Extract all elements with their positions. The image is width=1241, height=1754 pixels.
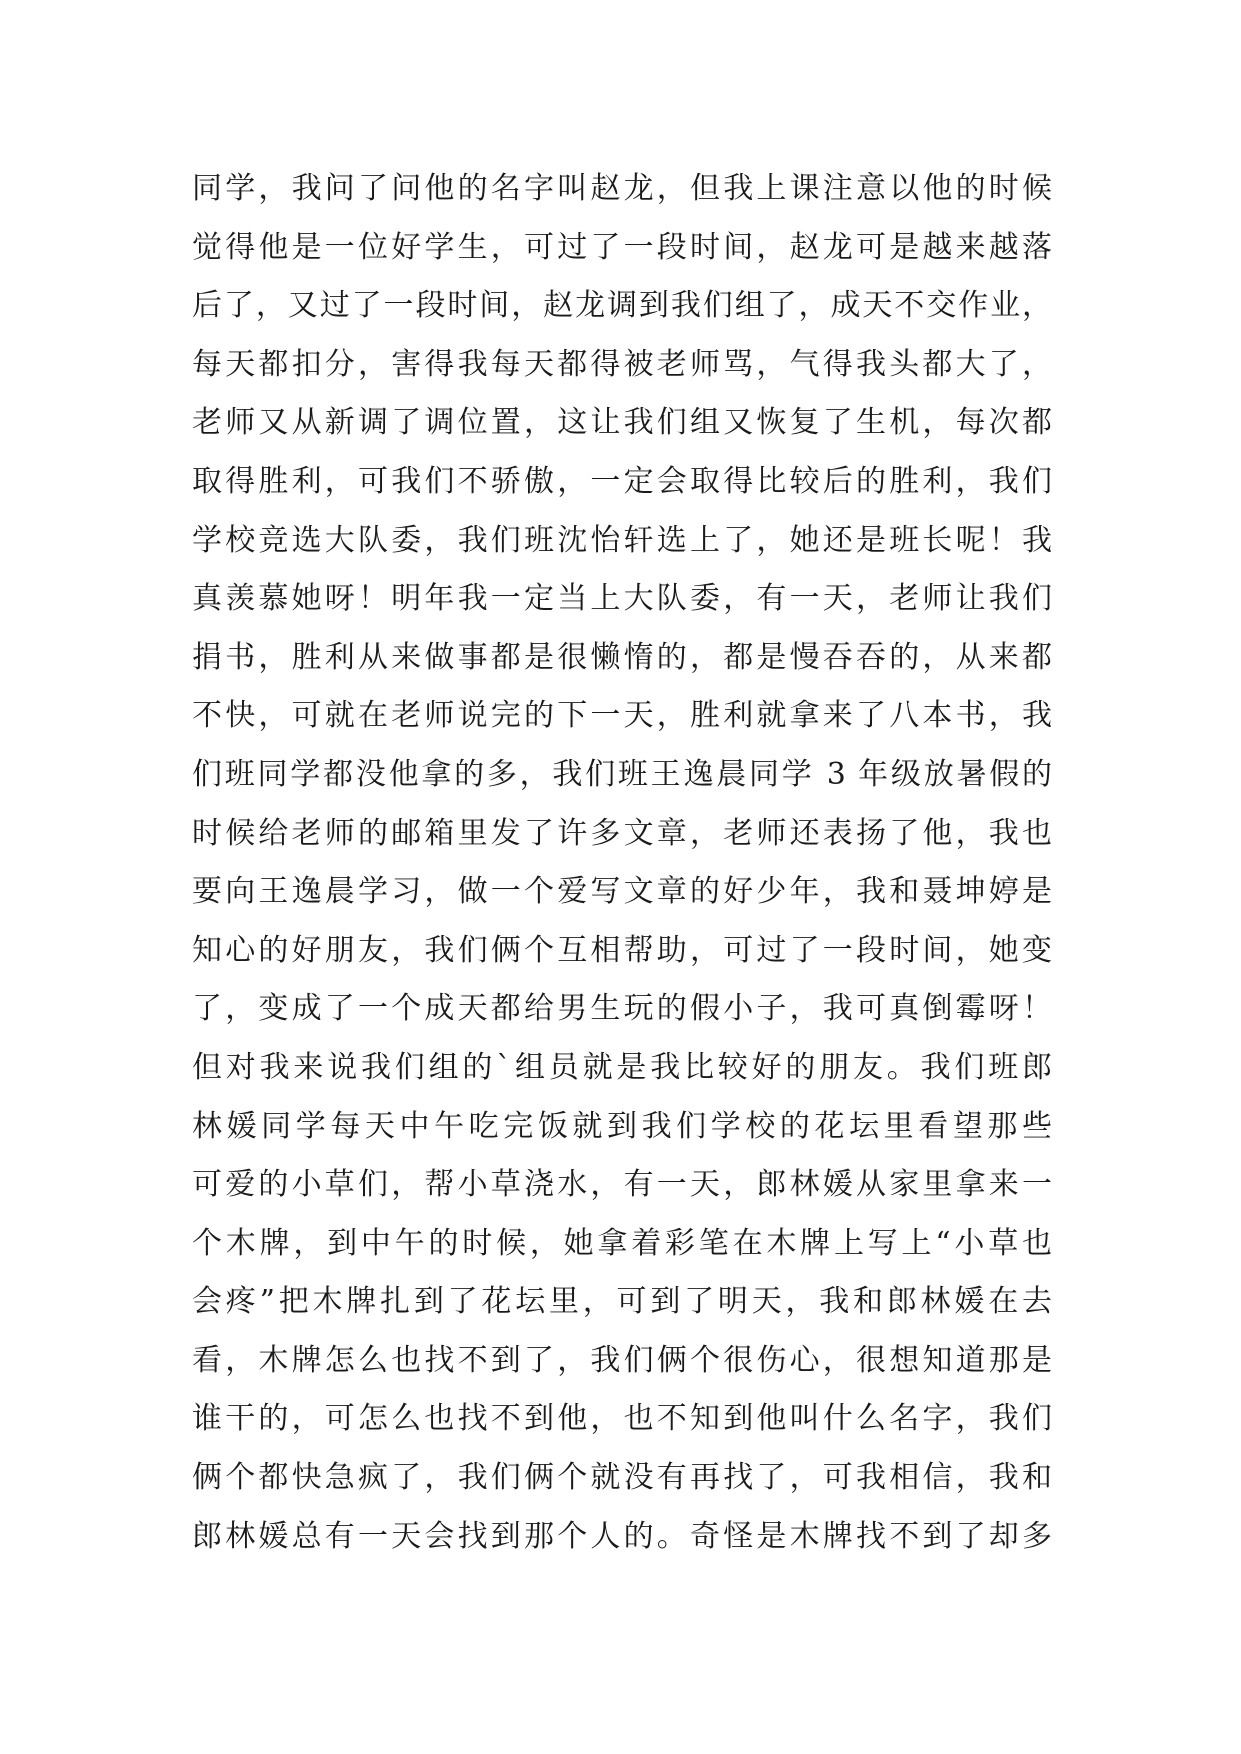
text-line: 捐书，胜利从来做事都是很懒惰的，都是慢吞吞的，从来都 <box>192 639 1052 675</box>
text-line: 个木牌，到中午的时候，她拿着彩笔在木牌上写上“小草也 <box>192 1225 1052 1261</box>
text-line: 知心的好朋友，我们俩个互相帮助，可过了一段时间，她变 <box>192 932 1052 968</box>
text-line: 不快，可就在老师说完的下一天，胜利就拿来了八本书，我 <box>192 698 1052 734</box>
body-text <box>192 160 1052 1566</box>
text-line: 看，木牌怎么也找不到了，我们俩个很伤心，很想知道那是 <box>192 1342 1052 1378</box>
text-line: 真羡慕她呀！明年我一定当上大队委，有一天，老师让我们 <box>192 581 1052 617</box>
text-line: 可爱的小草们，帮小草浇水，有一天，郎林媛从家里拿来一 <box>192 1167 1052 1203</box>
text-line: 们班同学都没他拿的多，我们班王逸晨同学 3 年级放暑假的 <box>192 756 1052 792</box>
text-line: 郎林媛总有一天会找到那个人的。奇怪是木牌找不到了却多 <box>192 1518 1052 1554</box>
text-line: 老师又从新调了调位置，这让我们组又恢复了生机，每次都 <box>192 405 1052 441</box>
text-line: 后了，又过了一段时间，赵龙调到我们组了，成天不交作业， <box>192 288 1052 324</box>
text-line: 林媛同学每天中午吃完饭就到我们学校的花坛里看望那些 <box>192 1108 1052 1144</box>
text-line: 时候给老师的邮箱里发了许多文章，老师还表扬了他，我也 <box>192 815 1052 851</box>
text-line: 但对我来说我们组的`组员就是我比较好的朋友。我们班郎 <box>192 1049 1052 1085</box>
text-line: 俩个都快急疯了，我们俩个就没有再找了，可我相信，我和 <box>192 1460 1052 1496</box>
text-line: 每天都扣分，害得我每天都得被老师骂，气得我头都大了， <box>192 346 1052 382</box>
text-line: 会疼”把木牌扎到了花坛里，可到了明天，我和郎林媛在去 <box>192 1284 1052 1320</box>
text-line: 同学，我问了问他的名字叫赵龙，但我上课注意以他的时候 <box>192 171 1052 206</box>
text-line: 学校竞选大队委，我们班沈怡轩选上了，她还是班长呢！我 <box>192 522 1052 558</box>
text-line: 取得胜利，可我们不骄傲，一定会取得比较后的胜利，我们 <box>192 463 1052 499</box>
text-line: 要向王逸晨学习，做一个爱写文章的好少年，我和聂坤婷是 <box>192 874 1052 910</box>
text-line: 谁干的，可怎么也找不到他，也不知到他叫什么名字，我们 <box>192 1401 1052 1437</box>
text-line: 了，变成了一个成天都给男生玩的假小子，我可真倒霉呀！ <box>192 991 1052 1027</box>
text-line: 觉得他是一位好学生，可过了一段时间，赵龙可是越来越落 <box>192 229 1052 265</box>
